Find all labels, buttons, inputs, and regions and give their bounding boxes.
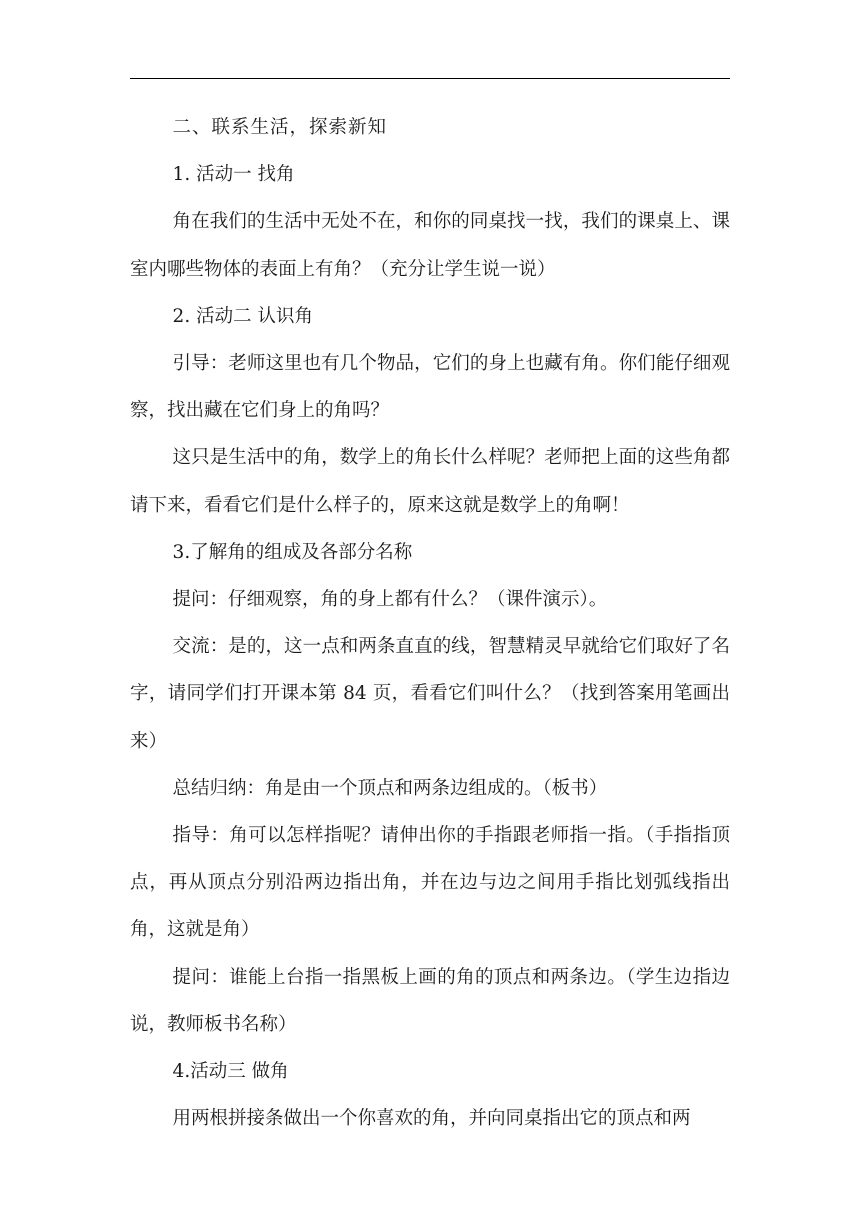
document-body	[130, 104, 730, 1142]
paragraph: 提问：谁能上台指一指黑板上画的角的顶点和两条边。（学生边指边说，教师板书名称）	[130, 966, 730, 1035]
activity-heading: 4.活动三 做角	[172, 1061, 289, 1083]
paragraph: 交流：是的，这一点和两条直直的线，智慧精灵早就给它们取好了名字，请同学们打开课本第 84 页，看看它们叫什么？（找到答案用笔画出来）	[130, 636, 730, 752]
paragraph: 总结归纳：角是由一个顶点和两条边组成的。（板书）	[172, 777, 608, 799]
activity-heading: 3.了解角的组成及各部分名称	[172, 541, 413, 563]
paragraph: 指导：角可以怎样指呢？请伸出你的手指跟老师指一指。（手指指顶点，再从顶点分别沿两边指出角，并在边与边之间用手指比划弧线指出角，这就是角）	[130, 825, 730, 941]
paragraph: 角在我们的生活中无处不在，和你的同桌找一找，我们的课桌上、课室内哪些物体的表面上有角？（充分让学生说一说）	[130, 211, 730, 280]
paragraph: 这只是生活中的角，数学上的角长什么样呢？老师把上面的这些角都请下来，看看它们是什么样子的，原来这就是数学上的角啊！	[130, 447, 730, 516]
paragraph: 用两根拼接条做出一个你喜欢的角，并向同桌指出它的顶点和两	[172, 1108, 691, 1130]
activity-heading: 1. 活动一 找角	[172, 164, 295, 186]
activity-heading: 2. 活动二 认识角	[172, 305, 313, 327]
paragraph: 提问：仔细观察，角的身上都有什么？（课件演示）。	[172, 589, 608, 611]
header-rule	[130, 78, 730, 79]
section-heading: 二、联系生活，探索新知	[172, 117, 388, 138]
paragraph: 引导：老师这里也有几个物品，它们的身上也藏有角。你们能仔细观察，找出藏在它们身上的角吗？	[130, 353, 730, 422]
